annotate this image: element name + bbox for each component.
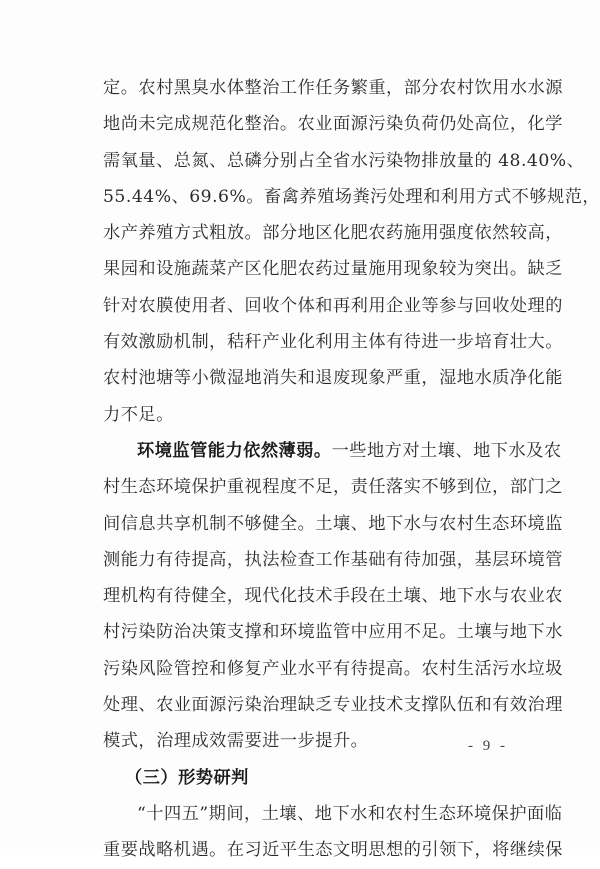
text-line: 村污染防治决策支撑和环境监管中应用不足。土壤与地下水: [103, 622, 563, 643]
paragraph-agricultural-pollution: [103, 70, 600, 433]
bold-lead-sentence: 环境监管能力依然薄弱。: [137, 440, 332, 461]
section-heading: （三）形势研判: [125, 767, 249, 788]
text-line-first: [103, 433, 562, 469]
text-run: 一些地方对土壤、地下水及农: [331, 440, 562, 461]
page-body: [103, 70, 600, 869]
text-line: 力不足。: [103, 404, 174, 425]
text-line: “十四五”期间，土壤、地下水和农村生态环境保护面临: [137, 803, 563, 824]
text-line: 理机构有待健全，现代化技术手段在土壤、地下水与农业农: [103, 586, 563, 607]
paragraph-situation-analysis: [103, 796, 563, 869]
page-number: - 9 -: [468, 738, 508, 754]
text-line: 处理、农业面源污染治理缺乏专业技术支撑队伍和有效治理: [103, 695, 563, 716]
text-line: 55.44%、69.6%。畜禽养殖场粪污处理和利用方式不够规范，: [103, 186, 600, 207]
text-line: 有效激励机制，秸秆产业化利用主体有待进一步培育壮大。: [103, 332, 563, 353]
text-line: 测能力有待提高，执法检查工作基础有待加强，基层环境管: [103, 549, 563, 570]
text-line: 水产养殖方式粗放。部分地区化肥农药施用强度依然较高，: [103, 223, 563, 244]
paragraph-regulatory-capacity: [103, 433, 563, 760]
text-line: 村生态环境保护重视程度不足，责任落实不够到位，部门之: [103, 477, 563, 498]
text-line: 重要战略机遇。在习近平生态文明思想的引领下，将继续保: [103, 840, 563, 861]
text-line: 污染风险管控和修复产业水平有待提高。农村生活污水垃圾: [103, 658, 563, 679]
text-line: 果园和设施蔬菜产区化肥农药过量施用现象较为突出。缺乏: [103, 259, 563, 280]
text-line: 农村池塘等小微湿地消失和退废现象严重，湿地水质净化能: [103, 368, 563, 389]
text-line: 间信息共享机制不够健全。土壤、地下水与农村生态环境监: [103, 513, 563, 534]
text-line: 地尚未完成规范化整治。农业面源污染负荷仍处高位，化学: [103, 114, 563, 135]
text-line: 针对农膜使用者、回收个体和再利用企业等参与回收处理的: [103, 295, 563, 316]
text-line: 定。农村黑臭水体整治工作任务繁重，部分农村饮用水水源: [103, 78, 563, 98]
text-line: 模式，治理成效需要进一步提升。: [103, 731, 369, 752]
text-line: 需氧量、总氮、总磷分别占全省水污染物排放量的 48.40%、: [103, 150, 585, 171]
